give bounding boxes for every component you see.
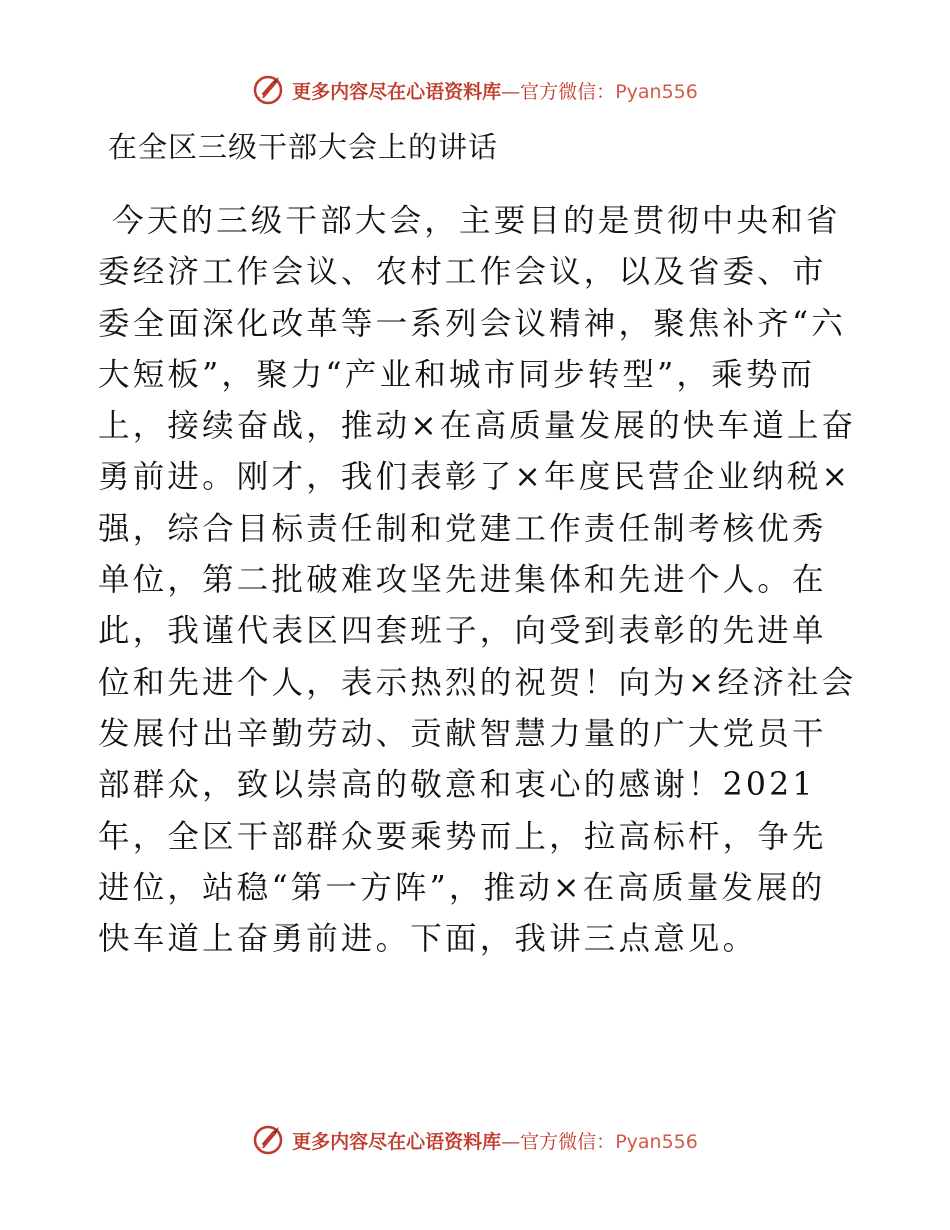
quill-pen-logo-icon — [252, 74, 284, 106]
document-body-paragraph: 今天的三级干部大会，主要目的是贯彻中央和省委经济工作会议、农村工作会议，以及省委、市委全面深化改革等一系列会议精神，聚焦补齐“六大短板”，聚力“产业和城市同步转型”，乘势而上，接续奋战，推动×在高质量发展的快车道上奋勇前进。刚才，我们表彰了×年度民营企业纳税×强，综合目标责任制和党建工作责任制考核优秀单位，第二批破难攻坚先进集体和先进个人。在此，我谨代表区四套班子，向受到表彰的先进单位和先进个人，表示热烈的祝贺！向为×经济社会发展付出辛勤劳动、贡献智慧力量的广大党员干部群众，致以崇高的敬意和衷心的感谢！2021年，全区干部群众要乘势而上，拉高标杆，争先进位，站稳“第一方阵”，推动×在高质量发展的快车道上奋勇前进。下面，我讲三点意见。 — [98, 203, 857, 958]
header-separator: — — [501, 80, 521, 103]
document-title: 在全区三级干部大会上的讲话 — [108, 130, 499, 164]
footer-brand-text: 更多内容尽在心语资料库 — [292, 1130, 502, 1153]
quill-pen-logo-icon — [252, 1124, 284, 1156]
header-wechat-account: Pyan556 — [615, 80, 698, 103]
footer-wechat-label: 官方微信： — [520, 1130, 616, 1153]
footer-separator: — — [501, 1130, 521, 1153]
footer-wechat-account: Pyan556 — [615, 1130, 698, 1153]
footer-watermark-banner — [0, 1118, 950, 1162]
header-brand-text: 更多内容尽在心语资料库 — [292, 80, 502, 103]
header-wechat-label: 官方微信： — [520, 80, 616, 103]
footer-watermark-text — [292, 1127, 698, 1154]
header-watermark-text — [292, 77, 698, 104]
header-watermark-banner — [0, 68, 950, 112]
